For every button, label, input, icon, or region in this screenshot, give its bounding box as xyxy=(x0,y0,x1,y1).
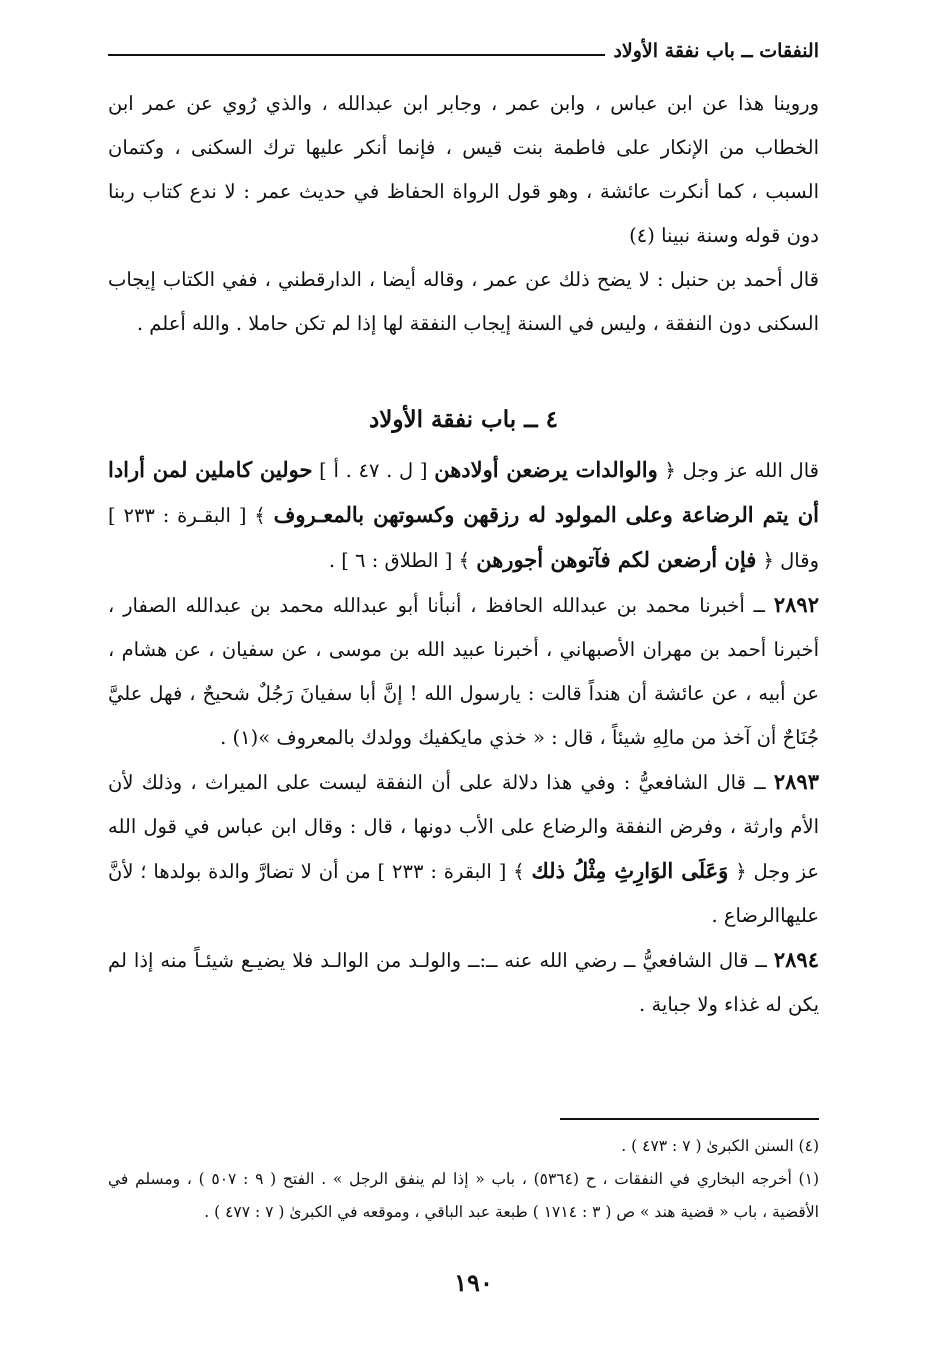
text-run: قال الله عز وجل ﴿ xyxy=(664,459,819,482)
quran-verse: فإن أرضعن لكم فآتوهن أجورهن xyxy=(476,547,757,572)
hadith-number: ٢٨٩٢ xyxy=(773,592,819,617)
hadith-text: ــ قال الشافعيُّ : وفي هذا دلالة على أن النفقة ليست على الميراث ، وذلك لأن الأم وارثة ، وفرض النفقة والرضاع على الأب دونها ، قال : وقال ابن عباس في قول الله عز وجل ﴿ xyxy=(108,771,819,883)
running-header-title: النفقات ــ باب نفقة الأولاد xyxy=(605,40,819,62)
hadith-paragraph xyxy=(108,938,819,1027)
quran-verse: حولين كاملين لمن أرادا أن يتم الرضاعة وعلى المولود له رزقهن وكسوتهن بالمعـروف xyxy=(108,457,819,527)
quran-paragraph xyxy=(108,448,819,583)
footnote: (١) أخرجه البخاري في النفقات ، ح (٥٣٦٤) ، باب « إذا لم ينفق الرجل » . الفتح ( ٩ : ٥٠٧ ) ، ومسلم في الأقضية ، باب « قضية هند » ص ( ٣ : ١٧١٤ ) طبعة عبد الباقي ، وموقعه في الكبرىٰ ( ٧ : ٤٧٧ ) . xyxy=(108,1170,819,1221)
hadith-text: ــ قال الشافعيُّ ــ رضي الله عنه ــ:ــ والولـد من الوالـد فلا يضيـع شيئـاً منه إذا لم يكن له غذاء ولا جباية . xyxy=(108,949,819,1016)
hadith-number: ٢٨٩٣ xyxy=(773,769,819,794)
paragraph: وروينا هذا عن ابن عباس ، وابن عمر ، وجابر ابن عبدالله ، والذي رُوي عن عمر ابن الخطاب من الإنكار على فاطمة بنت قيس ، فإنما أنكر عليها ترك السكنى ، وكتمان السبب ، كما أنكرت عائشة ، وهو قول الرواة الحفاظ في حديث عمر : لا ندع كتاب ربنا دون قوله وسنة نبينا (٤) xyxy=(108,92,819,247)
hadith-paragraph xyxy=(108,760,819,938)
quran-verse: وَعَلَى الوَارِثِ مِثْلُ ذلك xyxy=(531,858,729,883)
hadith-number: ٢٨٩٤ xyxy=(773,947,819,972)
hadith-paragraph xyxy=(108,583,819,760)
manuscript-reference: [ ل . ٤٧ . أ ] xyxy=(319,459,428,482)
text-run: ﴾ [ البقـرة : ٢٣٣ ] وقال ﴿ xyxy=(108,504,819,572)
footnote: (٤) السنن الكبرىٰ ( ٧ : ٤٧٣ ) . xyxy=(621,1137,819,1155)
paragraph: قال أحمد بن حنبل : لا يضح ذلك عن عمر ، وقاله أيضا ، الدارقطني ، ففي الكتاب إيجاب السكنى دون النفقة ، وليس في السنة إيجاب النفقة لها إذا لم تكن حاملا . والله أعلم . xyxy=(108,268,819,335)
section-title: ٤ ــ باب نفقة الأولاد xyxy=(369,406,558,433)
footnotes xyxy=(108,1130,819,1229)
main-text xyxy=(108,82,819,1027)
footnote-separator xyxy=(560,1118,819,1120)
page-number: ١٩٠ xyxy=(454,1268,493,1297)
hadith-text: ﴾ [ البقرة : ٢٣٣ ] من أن لا تضارَّ والدة بولدها ؛ لأنَّ عليهاالرضاع . xyxy=(108,860,819,927)
text-run: ﴾ [ الطلاق : ٦ ] . xyxy=(328,549,471,572)
running-header xyxy=(108,40,819,70)
quran-verse: والوالدات يرضعن أولادهن xyxy=(434,457,658,482)
hadith-text: ــ أخبرنا محمد بن عبدالله الحافظ ، أنبأنا أبو عبدالله محمد بن عبدالله الصفار ، أخبرنا أحمد بن مهران الأصبهاني ، أخبرنا عبيد الله بن موسى ، عن سفيان ، عن هشام ، عن أبيه ، عن عائشة أن هنداً قالت : يارسول الله ! إنَّ أبا سفيانَ رَجُلٌ شحيحٌ ، فهل عليَّ جُنَاحٌ أن آخذ من مالِهِ شيئاً ، قال : « خذي مايكفيك وولدك بالمعروف »(١) . xyxy=(108,594,819,749)
